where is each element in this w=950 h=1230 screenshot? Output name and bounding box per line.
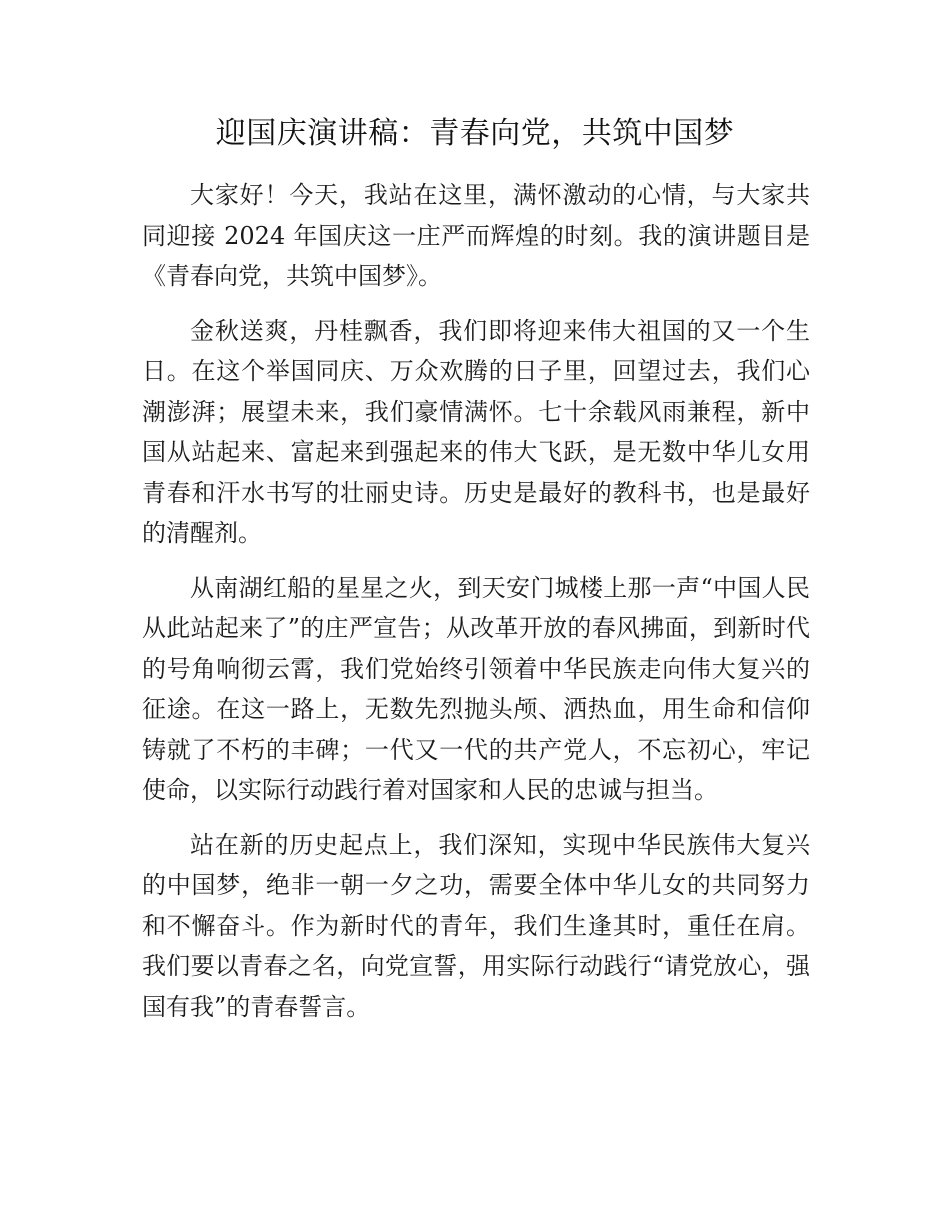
paragraph-4: 站在新的历史起点上，我们深知，实现中华民族伟大复兴的中国梦，绝非一朝一夕之功，需要全体中华儿女的共同努力和不懈奋斗。作为新时代的青年，我们生逢其时，重任在肩。我们要以青春之名，向党宣誓，用实际行动践行“请党放心，强国有我”的青春誓言。	[142, 830, 810, 1021]
document-body	[142, 175, 810, 1041]
paragraph-1: 大家好！今天，我站在这里，满怀激动的心情，与大家共同迎接 2024 年国庆这一庄严而辉煌的时刻。我的演讲题目是《青春向党，共筑中国梦》。	[142, 181, 810, 290]
paragraph-2: 金秋送爽，丹桂飘香，我们即将迎来伟大祖国的又一个生日。在这个举国同庆、万众欢腾的日子里，回望过去，我们心潮澎湃；展望未来，我们豪情满怀。七十余载风雨兼程，新中国从站起来、富起来到强起来的伟大飞跃，是无数中华儿女用青春和汗水书写的壮丽史诗。历史是最好的教科书，也是最好的清醒剂。	[142, 316, 810, 547]
document-title: 迎国庆演讲稿：青春向党，共筑中国梦	[215, 116, 735, 151]
paragraph-3: 从南湖红船的星星之火，到天安门城楼上那一声“中国人民从此站起来了”的庄严宣告；从改革开放的春风拂面，到新时代的号角响彻云霄，我们党始终引领着中华民族走向伟大复兴的征途。在这一路上，无数先烈抛头颅、洒热血，用生命和信仰铸就了不朽的丰碑；一代又一代的共产党人，不忘初心，牢记使命，以实际行动践行着对国家和人民的忠诚与担当。	[142, 573, 810, 804]
